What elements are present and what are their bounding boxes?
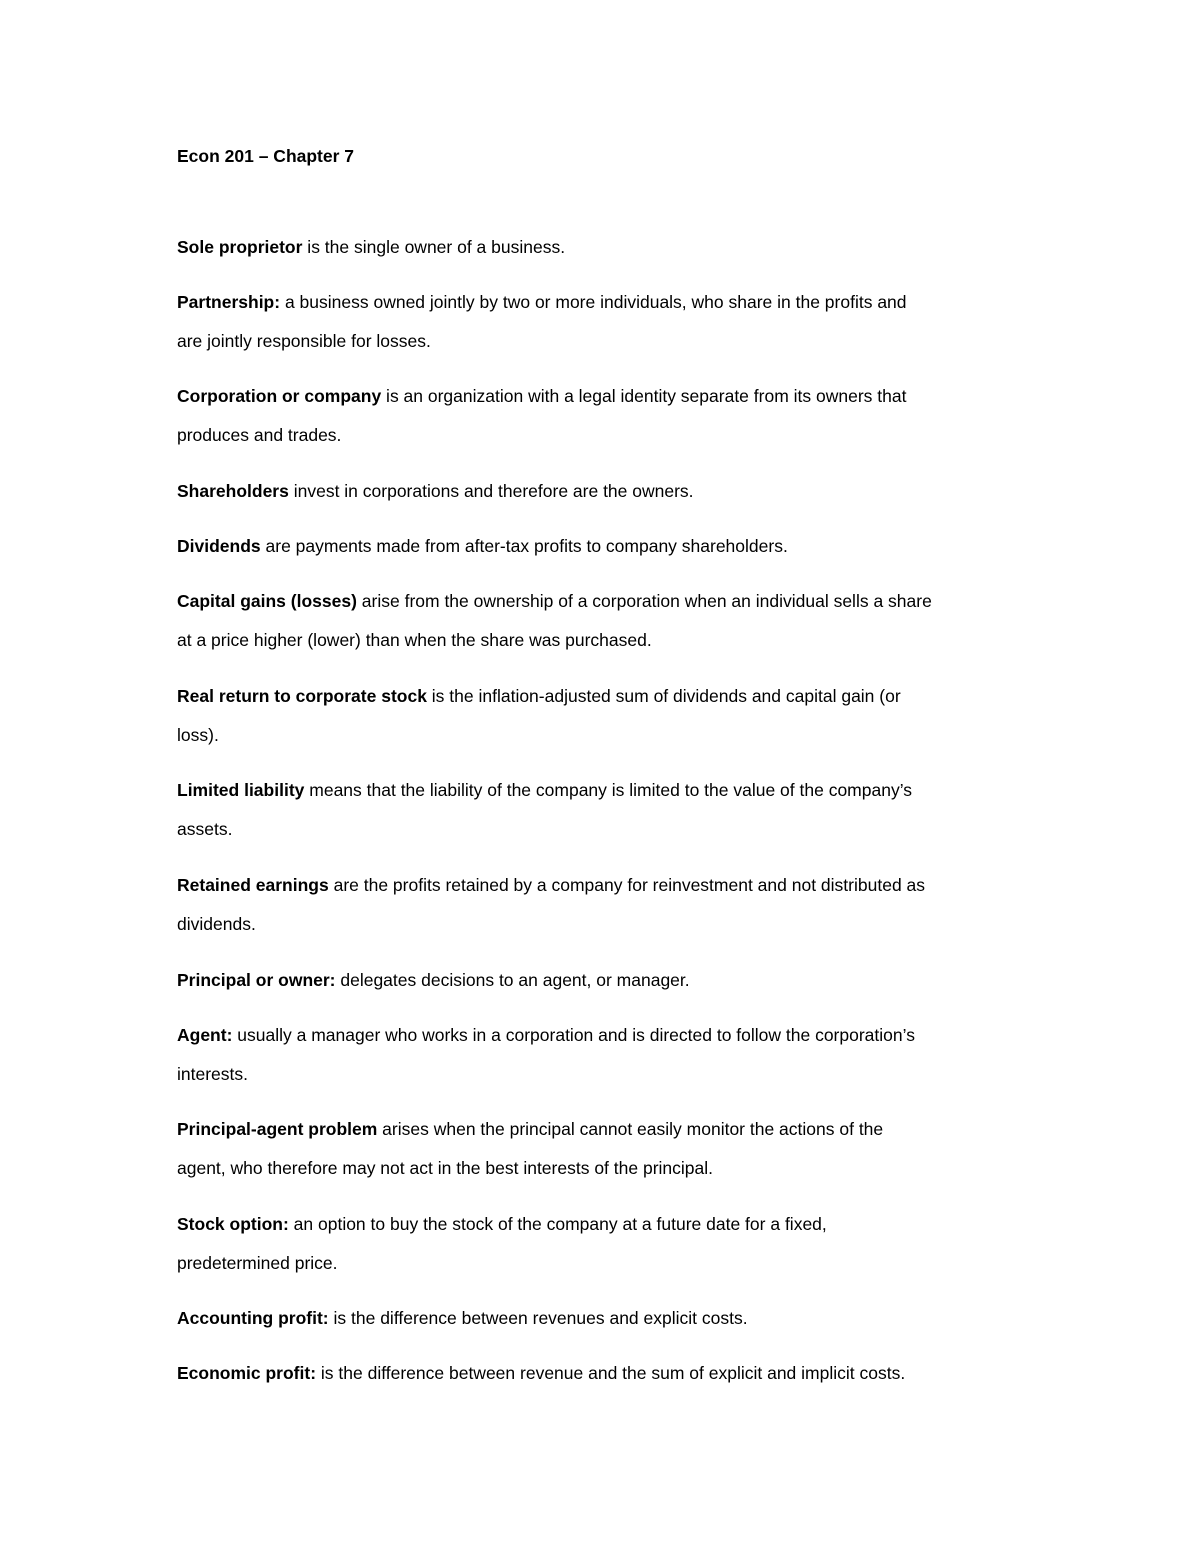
definition-term: Principal-agent problem [177, 1119, 378, 1139]
definition-text-continued: interests. [177, 1064, 248, 1084]
definition-text: arise from the ownership of a corporation when an individual sells a share [356, 591, 932, 611]
definition-term: Limited liability [177, 780, 305, 800]
definition-term: Economic profit: [177, 1363, 317, 1383]
definition-economic-profit [177, 1354, 1027, 1393]
definition-text: usually a manager who works in a corporation and is directed to follow the corporation’s [232, 1025, 915, 1045]
definition-stock-option [177, 1205, 1027, 1283]
definition-term: Partnership: [177, 292, 281, 312]
definition-text: means that the liability of the company is limited to the value of the company’s [304, 780, 913, 800]
definition-text-continued: dividends. [177, 914, 256, 934]
definition-term: Dividends [177, 536, 261, 556]
definition-text: are the profits retained by a company for reinvestment and not distributed as [328, 875, 926, 895]
definition-text: is the single owner of a business. [302, 237, 566, 257]
definition-term: Stock option: [177, 1214, 289, 1234]
definition-text: delegates decisions to an agent, or manager. [335, 970, 690, 990]
definition-text: an option to buy the stock of the company at a future date for a fixed, [288, 1214, 827, 1234]
definition-sole-proprietor [177, 228, 1027, 267]
definition-retained-earnings [177, 866, 1027, 944]
definition-term: Corporation or company [177, 386, 382, 406]
definition-term: Principal or owner: [177, 970, 336, 990]
definition-term: Shareholders [177, 481, 289, 501]
definition-text-continued: produces and trades. [177, 425, 342, 445]
definition-text: a business owned jointly by two or more individuals, who share in the profits and [280, 292, 907, 312]
definition-dividends [177, 527, 1027, 566]
definition-term: Sole proprietor [177, 237, 303, 257]
definition-text: is an organization with a legal identity separate from its owners that [381, 386, 907, 406]
definition-agent [177, 1016, 1027, 1094]
definition-term: Retained earnings [177, 875, 329, 895]
definition-capital-gains [177, 582, 1027, 660]
definition-principal-agent-problem [177, 1110, 1027, 1188]
definition-term: Capital gains (losses) [177, 591, 357, 611]
definition-principal [177, 961, 1027, 1000]
definition-text-continued: at a price higher (lower) than when the share was purchased. [177, 630, 652, 650]
definition-text: is the difference between revenues and explicit costs. [328, 1308, 748, 1328]
definition-partnership [177, 283, 1027, 361]
definition-text: is the inflation-adjusted sum of dividends and capital gain (or [426, 686, 901, 706]
definition-corporation [177, 377, 1027, 455]
definition-real-return [177, 677, 1027, 755]
definition-text-continued: assets. [177, 819, 233, 839]
definition-shareholders [177, 472, 1027, 511]
definition-text: invest in corporations and therefore are the owners. [288, 481, 694, 501]
definition-text-continued: loss). [177, 725, 219, 745]
definition-accounting-profit [177, 1299, 1027, 1338]
definition-term: Real return to corporate stock [177, 686, 427, 706]
document-title: Econ 201 – Chapter 7 [177, 146, 355, 166]
definition-text-continued: predetermined price. [177, 1253, 338, 1273]
definition-term: Accounting profit: [177, 1308, 329, 1328]
definition-text: is the difference between revenue and the sum of explicit and implicit costs. [316, 1363, 906, 1383]
definition-text-continued: are jointly responsible for losses. [177, 331, 431, 351]
definition-text-continued: agent, who therefore may not act in the best interests of the principal. [177, 1158, 713, 1178]
definition-term: Agent: [177, 1025, 233, 1045]
definition-text: are payments made from after-tax profits to company shareholders. [260, 536, 788, 556]
definition-limited-liability [177, 771, 1027, 849]
definition-text: arises when the principal cannot easily monitor the actions of the [377, 1119, 884, 1139]
